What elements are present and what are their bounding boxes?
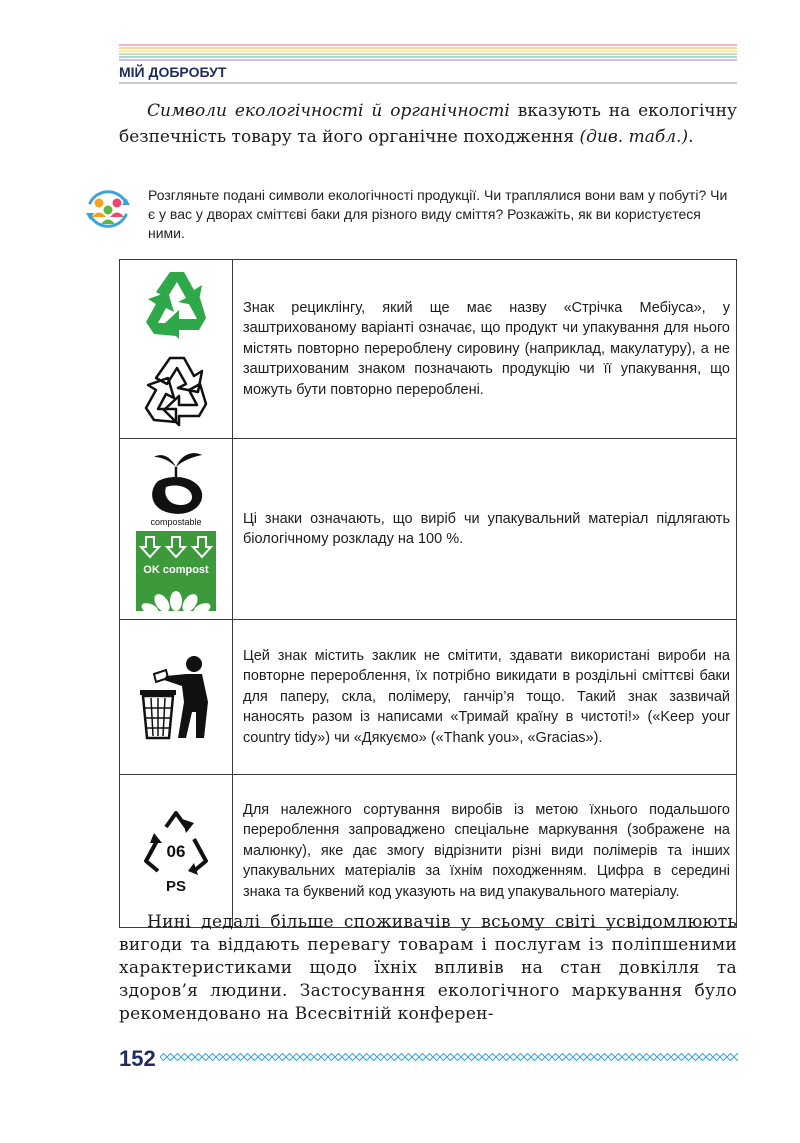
ok-compost-icon	[136, 531, 216, 611]
icon-cell	[120, 620, 233, 775]
task-text: Розгляньте подані символи екологічності продукції. Чи траплялися вони вам у побуті? Чи є у вас у дворах сміттєві баки для різного виду сміття? Розкажіть, як ви користуєтеся ними.	[148, 187, 728, 241]
compostable-label: compostable	[150, 517, 202, 527]
header-stripes	[119, 44, 737, 62]
recycling-mobius-outline-icon	[134, 350, 218, 434]
compostable-seedling-icon	[130, 447, 222, 527]
row-description: Цей знак містить заклик не смітити, здавати використані вироби на повторне перероблення, їх потрібно викидати в роздільні сміттєві баки для паперу, скла, полімеру, ганчір’я тощо. Такий знак зазвичай наносять разом із написами «Тримай країну в чистоті!» («Keep your country tidy») чи «Дякуємо» («Thank you», «Gracias»).	[233, 620, 737, 775]
bottom-text: Нині дедалі більше споживачів у всьому світі усвідомлюють вигоди та віддають перевагу товарам і послугам із поліпшеними характеристиками щодо їхніх впливів на стан довкілля та здоров’я людини. Застосування екологічного маркування було рекомендовано на Всесвітній конферен-	[119, 912, 737, 1024]
intro-end: .	[688, 127, 694, 147]
intro-ref: (див. табл.)	[579, 127, 689, 147]
section-title: МІЙ ДОБРОБУТ	[119, 64, 227, 80]
recycling-mobius-filled-icon	[134, 264, 218, 348]
icon-cell	[120, 439, 233, 620]
intro-italic: Символи екологічності й органічності	[147, 101, 510, 121]
row-description: Для належного сортування виробів із метою їхнього подальшого перероблення запроваджено спеціальне маркування (зображене на малюнку), яке дає змогу відрізнити різні види полімерів та інших упакувальних матеріалів за їхнім походженням. Цифра в середині знака та буквений код указують на вид упакувального матеріалу.	[233, 775, 737, 928]
table-row	[120, 775, 737, 928]
ok-compost-label: OK compost	[143, 564, 209, 576]
tidy-man-bin-icon	[134, 652, 218, 742]
icon-cell	[120, 260, 233, 439]
intro-text: вказують на екологічну безпечність товару та його органічне походження	[119, 101, 737, 147]
code-letters: PS	[165, 878, 187, 895]
header-divider	[119, 82, 737, 84]
group-discussion-icon	[82, 183, 134, 235]
table-row	[120, 260, 737, 439]
bottom-paragraph	[119, 911, 737, 1026]
code-number: 06	[166, 842, 186, 861]
intro-paragraph	[119, 98, 737, 150]
eco-symbols-table	[119, 259, 737, 928]
table-row	[120, 620, 737, 775]
plastic-recycling-code-icon	[136, 805, 216, 897]
table-row	[120, 439, 737, 620]
row-description: Знак рециклінгу, який ще має назву «Стрічка Мебіуса», у заштрихованому варіанті означає, що продукт чи упакування для нього містять повторно перероблену сировину (наприклад, макулатуру), а не заштрихованим знаком позначають продукцію чи її упакування, що можуть бути повторно перероблені.	[233, 260, 737, 439]
page-number: 152	[119, 1046, 156, 1071]
row-description: Ці знаки означають, що виріб чи упакувальний матеріал підлягають біологічному розкладу на 100 %.	[233, 439, 737, 620]
icon-cell	[120, 775, 233, 928]
footer-decoration	[160, 1052, 738, 1062]
